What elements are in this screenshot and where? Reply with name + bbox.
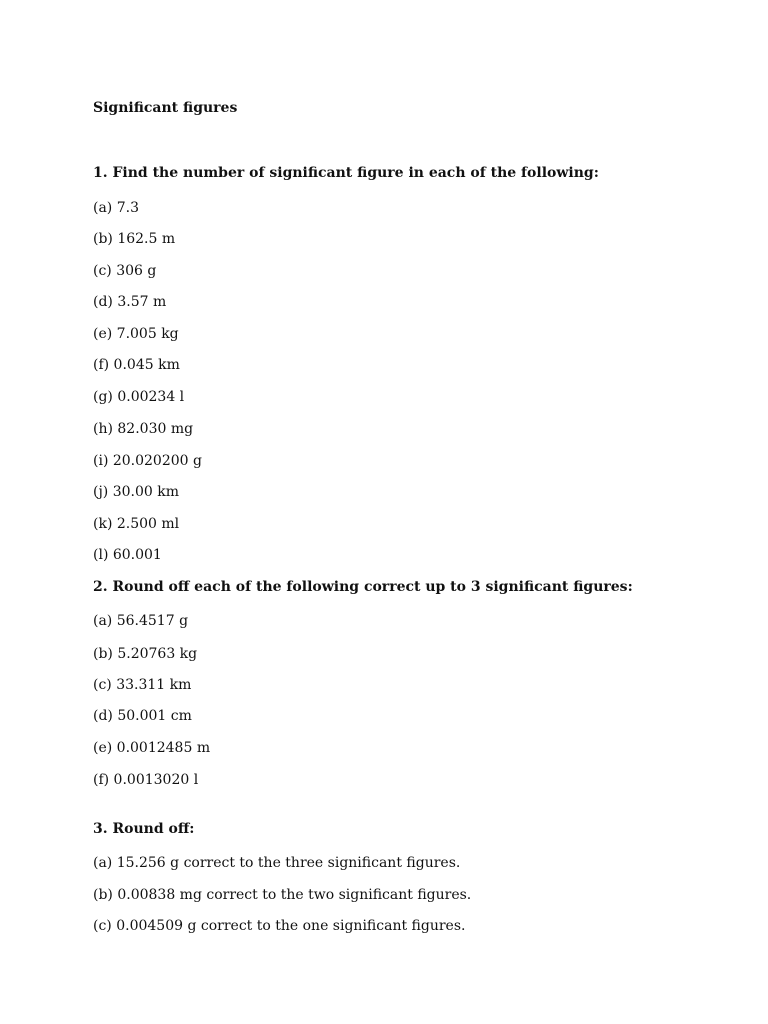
list-item: (a) 7.3 bbox=[93, 200, 139, 216]
question-1-heading: 1. Find the number of significant figure in each of the following: bbox=[93, 165, 599, 181]
document-title: Significant figures bbox=[93, 100, 238, 116]
list-item: (i) 20.020200 g bbox=[93, 453, 202, 469]
list-item: (j) 30.00 km bbox=[93, 484, 180, 500]
question-2-heading: 2. Round off each of the following correct up to 3 significant figures: bbox=[93, 579, 633, 595]
list-item: (k) 2.500 ml bbox=[93, 516, 180, 532]
list-item: (b) 0.00838 mg correct to the two significant figures. bbox=[93, 887, 472, 903]
list-item: (c) 306 g bbox=[93, 263, 157, 279]
list-item: (l) 60.001 bbox=[93, 547, 162, 563]
list-item: (c) 33.311 km bbox=[93, 677, 192, 693]
list-item: (a) 56.4517 g bbox=[93, 613, 189, 629]
list-item: (b) 5.20763 kg bbox=[93, 646, 198, 662]
list-item: (h) 82.030 mg bbox=[93, 421, 194, 437]
list-item: (e) 7.005 kg bbox=[93, 326, 179, 342]
list-item: (f) 0.0013020 l bbox=[93, 772, 199, 788]
question-3-heading: 3. Round off: bbox=[93, 821, 195, 837]
list-item: (c) 0.004509 g correct to the one significant figures. bbox=[93, 918, 466, 934]
list-item: (a) 15.256 g correct to the three significant figures. bbox=[93, 855, 461, 871]
list-item: (e) 0.0012485 m bbox=[93, 740, 211, 756]
list-item: (d) 3.57 m bbox=[93, 294, 167, 310]
list-item: (g) 0.00234 l bbox=[93, 389, 185, 405]
list-item: (d) 50.001 cm bbox=[93, 708, 192, 724]
list-item: (b) 162.5 m bbox=[93, 231, 176, 247]
list-item: (f) 0.045 km bbox=[93, 357, 180, 373]
